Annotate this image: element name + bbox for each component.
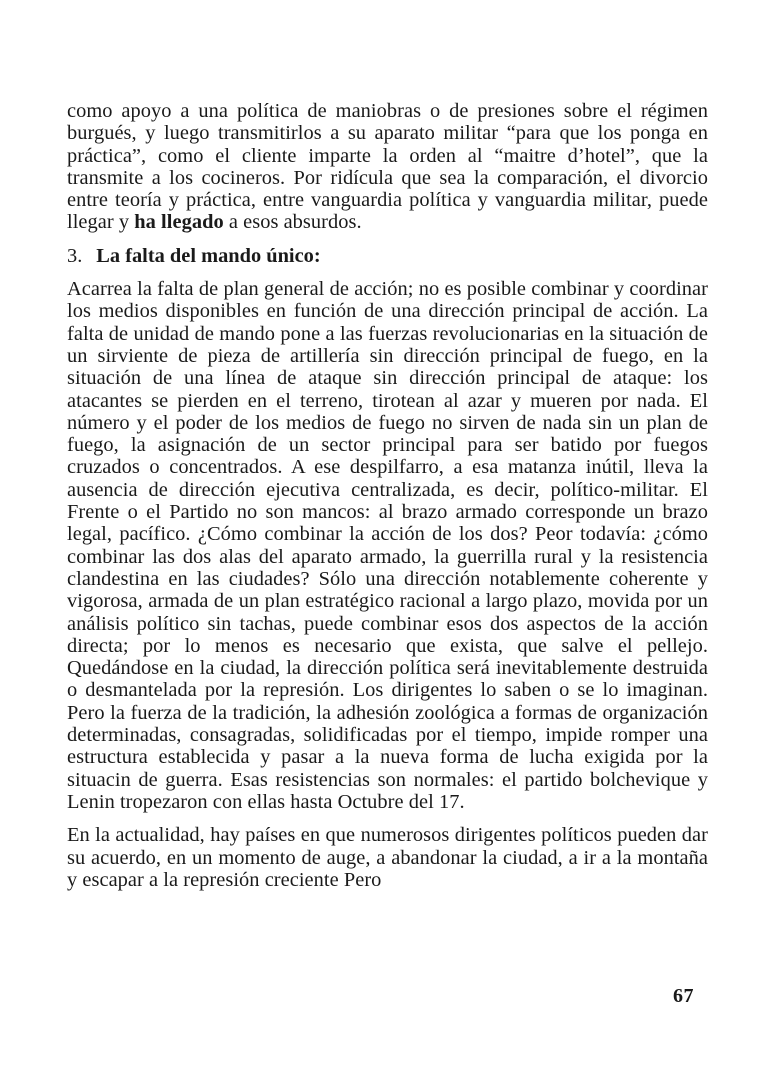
section-heading — [67, 245, 708, 267]
paragraph-1-end: a esos absurdos. — [223, 211, 362, 234]
emphasis-ha-llegado: ha llegado — [134, 211, 224, 234]
paragraph-1 — [67, 100, 708, 234]
section-number: 3. — [67, 244, 83, 267]
paragraph-1-text: como apoyo a una política de maniobras o de presiones sobre el régimen burgués, y luego transmitirlos a su aparato militar “para que los ponga en práctica”, como el cliente imparte la orden al “maitre d’hotel”, que la transmite a los cocineros. Por ridícula que sea la comparación, el divorcio entre teoría y práctica, entre vanguardia política y vanguardia militar, puede llegar y — [67, 100, 708, 234]
paragraph-3: En la actualidad, hay países en que numerosos dirigentes políticos pueden dar su acuerdo, en un momento de auge, a abandonar la ciudad, a ir a la montaña y escapar a la represión creciente Pero — [67, 824, 708, 891]
paragraph-2: Acarrea la falta de plan general de acción; no es posible combinar y coordinar los medios disponibles en función de una dirección principal de acción. La falta de unidad de mando pone a las fuerzas revolucionarias en la situación de un sirviente de pieza de artillería sin dirección principal de fuego, en la situación de una línea de ataque sin dirección principal de ataque: los atacantes se pierden en el terreno, tirotean al azar y mueren por nada. El número y el poder de los medios de fuego no sirven de nada sin un plan de fuego, la asignación de un sector principal para ser batido por fuegos cruzados o concentrados. A ese despilfarro, a esa matanza inútil, lleva la ausencia de dirección ejecutiva centralizada, es decir, político-militar. El Frente o el Partido no son mancos: al brazo armado corresponde un brazo legal, pacífico. ¿Cómo combinar la acción de los dos? Peor todavía: ¿cómo combinar las dos alas del aparato armado, la guerrilla rural y la resistencia clandestina en las ciudades? Sólo una dirección notablemente coherente y vigorosa, armada de un plan estratégico racional a largo plazo, movida por un análisis político sin tachas, puede combinar esos dos aspectos de la acción directa; por lo menos es necesario que exista, que salve el pellejo. Quedándose en la ciudad, la dirección política será inevitablemente destruida o desmantelada por la represión. Los dirigentes lo saben o se lo imaginan. Pero la fuerza de la tradición, la adhesión zoológica a formas de organización determinadas, consagradas, solidificadas por el tiempo, impide romper una estructura establecida y pasar a la nueva forma de lucha exigida por la situacin de guerra. Esas resistencias son normales: el partido bolchevique y Lenin tropezaron con ellas hasta Octubre del 17. — [67, 278, 708, 813]
body-text — [67, 100, 708, 891]
section-title: La falta del mando único: — [96, 244, 321, 267]
page-number: 67 — [673, 985, 694, 1007]
